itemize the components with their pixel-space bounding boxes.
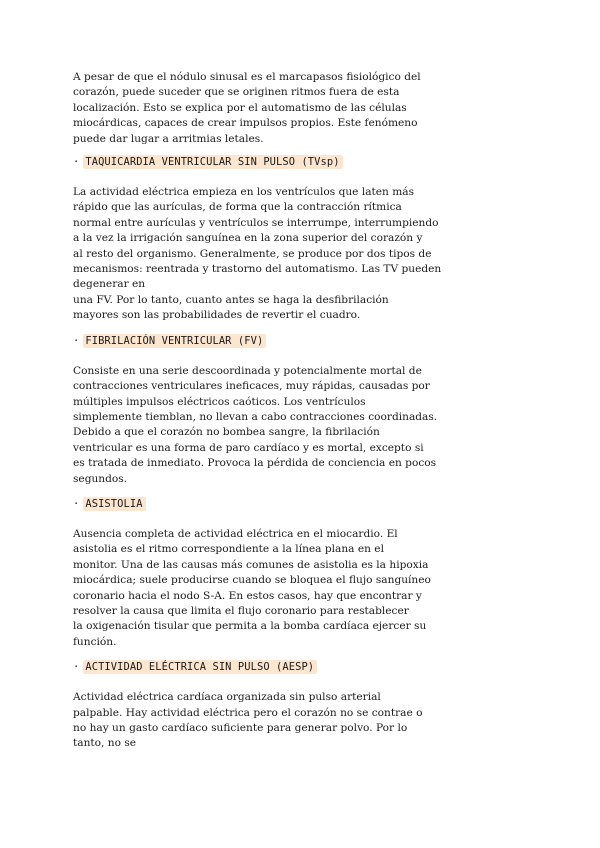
section-title: FIBRILACIÓN VENTRICULAR (FV): [83, 334, 266, 348]
section-heading-fv: [73, 334, 533, 349]
section-body-fv: Consiste en una serie descoordinada y potencialmente mortal de contracciones ventriculares ineficaces, muy rápidas, causadas por múltiples impulsos eléctricos caóticos. Los ventrículos simplemente tiemblan, no llevan a cabo contracciones coordinadas. Debido a que el corazón no bombea sangre, la fibrilación ventricular es una forma de paro cardíaco y es mortal, excepto si es tratada de inmediato. Provoca la pérdida de conciencia en pocos segundos.: [73, 364, 438, 485]
bullet-dot: ·: [73, 334, 80, 347]
intro-paragraph: A pesar de que el nódulo sinusal es el marcapasos fisiológico del corazón, puede suceder que se originen ritmos fuera de esta localización. Esto se explica por el automatismo de las células miocárdicas, capaces de crear impulsos propios. Este fenómeno puede dar lugar a arritmias letales.: [73, 71, 421, 145]
bullet-dot: ·: [73, 661, 80, 674]
section-heading-tvsp: [73, 155, 533, 170]
document-page: [73, 70, 533, 752]
bullet-dot: ·: [73, 497, 80, 510]
section-heading-asistolia: [73, 497, 533, 512]
section-body-asistolia: Ausencia completa de actividad eléctrica en el miocardio. El asistolia es el ritmo correspondiente a la línea plana en el monitor. Una de las causas más comunes de asistolia es la hipoxia miocárdica; suele producirse cuando se bloquea el flujo sanguíneo coronario hacia el nodo S-A. En estos casos, hay que encontrar y resolver la causa que limita el flujo coronario para restablecer la oxigenación tisular que permita a la bomba cardíaca ejercer su función.: [73, 527, 431, 648]
section-title: ASISTOLIA: [83, 497, 145, 511]
section-title: TAQUICARDIA VENTRICULAR SIN PULSO (TVsp): [83, 155, 342, 169]
section-body-aesp: Actividad eléctrica cardíaca organizada sin pulso arterial palpable. Hay actividad eléctrica pero el corazón no se contrae o no hay un gasto cardíaco suficiente para generar polvo. Por lo tanto, no se: [73, 691, 423, 750]
section-body-tvsp: La actividad eléctrica empieza en los ventrículos que laten más rápido que las aurículas, de forma que la contracción rítmica normal entre aurículas y ventrículos se interrumpe, interrumpiendo a la vez la irrigación sanguínea en la zona superior del corazón y al resto del organismo. Generalmente, se produce por dos tipos de mecanismos: reentrada y trastorno del automatismo. Las TV pueden degenerar en una FV. Por lo tanto, cuanto antes se haga la desfibrilación mayores son las probabilidades de revertir el cuadro.: [73, 186, 442, 322]
bullet-dot: ·: [73, 156, 80, 169]
section-heading-aesp: [73, 660, 533, 675]
section-title: ACTIVIDAD ELÉCTRICA SIN PULSO (AESP): [83, 660, 317, 674]
